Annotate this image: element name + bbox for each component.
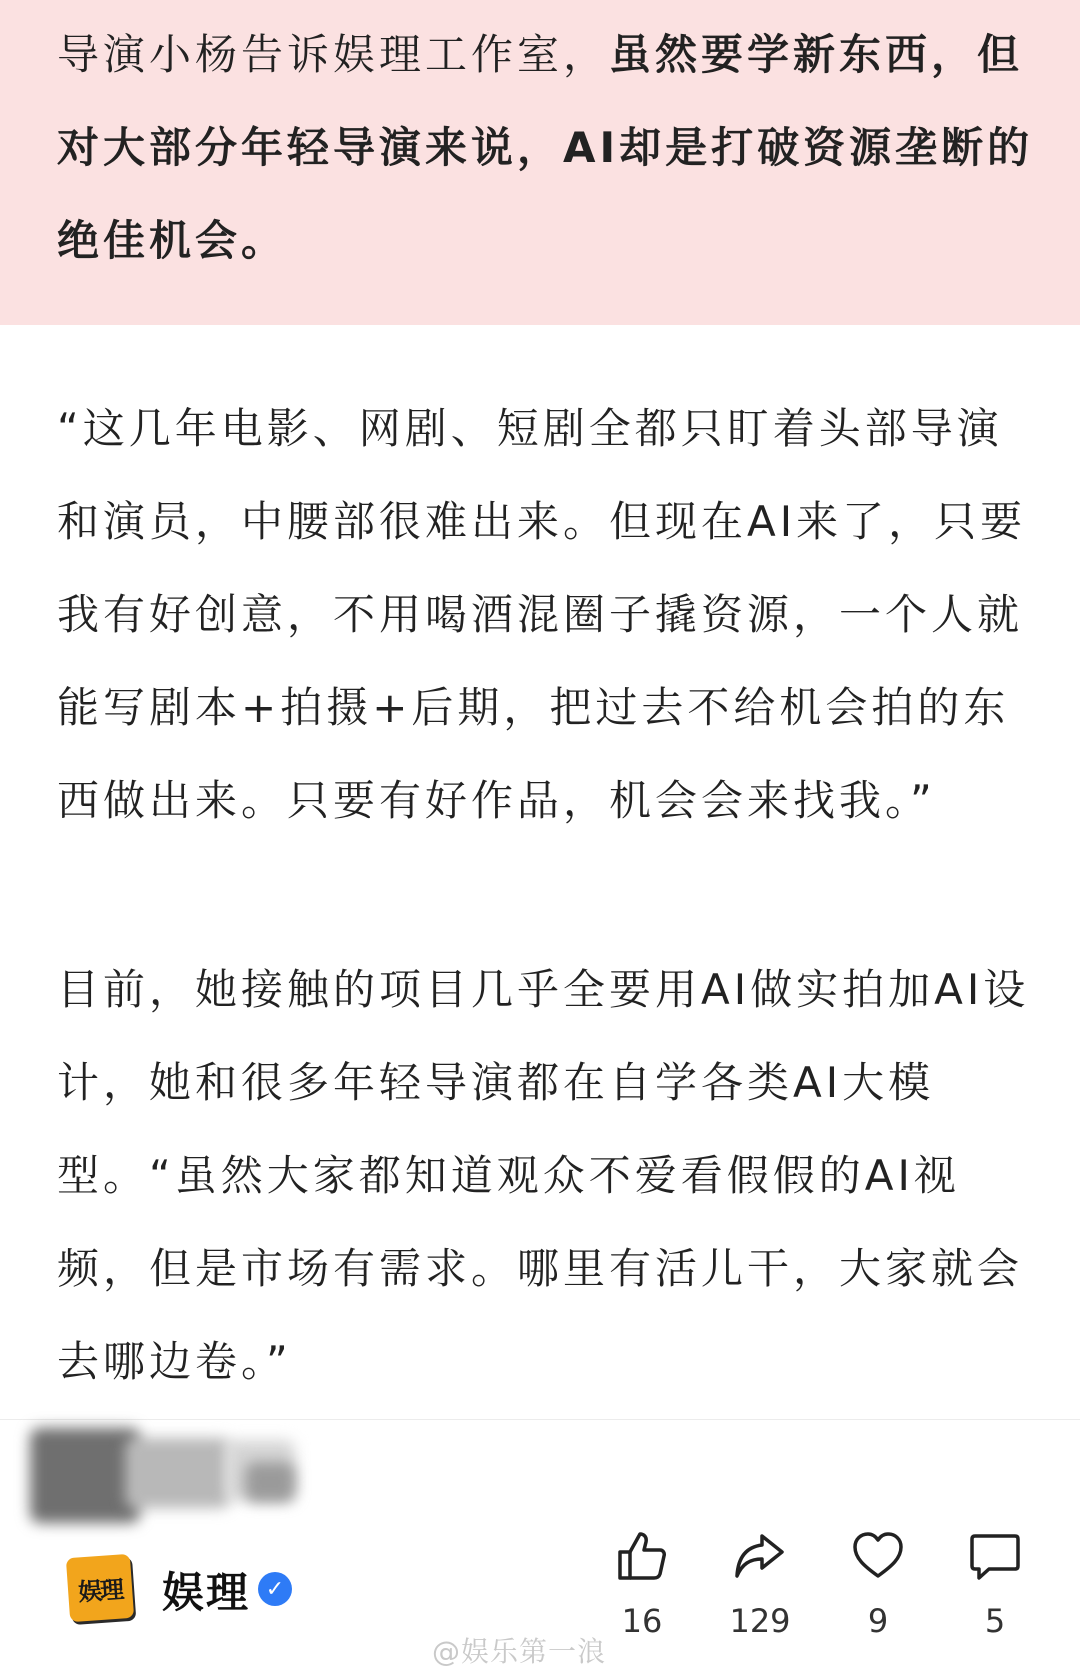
like-button[interactable] xyxy=(597,1528,687,1658)
divider xyxy=(0,1419,1080,1420)
favorite-count: 9 xyxy=(867,1602,889,1640)
comment-count: 5 xyxy=(984,1602,1006,1640)
share-button[interactable] xyxy=(715,1528,805,1658)
verified-badge-icon: ✓ xyxy=(258,1572,292,1606)
share-arrow-icon xyxy=(732,1528,788,1584)
article-paragraph-2: “这几年电影、网剧、短剧全都只盯着头部导演和演员，中腰部很难出来。但现在AI来了，只要我有好创意，不用喝酒混圈子撬资源，一个人就能写剧本+拍摄+后期，把过去不给机会拍的东西做出来。只要有好作品，机会会来找我。” xyxy=(57,404,1027,825)
heart-icon xyxy=(850,1528,906,1584)
avatar-logo-text: 娱理 xyxy=(77,1574,124,1606)
watermark: @娱乐第一浪 xyxy=(432,1635,607,1668)
blur-patch xyxy=(30,1428,140,1523)
account-name[interactable]: 娱理 xyxy=(162,1568,251,1617)
avatar[interactable] xyxy=(66,1554,134,1622)
share-count: 129 xyxy=(729,1602,791,1640)
comment-button[interactable] xyxy=(950,1528,1040,1658)
thumbs-up-icon xyxy=(614,1528,670,1584)
comment-bubble-icon xyxy=(967,1528,1023,1584)
favorite-button[interactable] xyxy=(833,1528,923,1658)
paragraph-1-bold-text: 虽然要学新东西，但对大部分年轻导演来说，AI却是打破资源垄断的绝佳机会。 xyxy=(57,30,1034,265)
blur-patch xyxy=(125,1438,230,1508)
article-paragraph-1 xyxy=(57,8,1047,287)
article-paragraph-3: 目前，她接触的项目几乎全要用AI做实拍加AI设计，她和很多年轻导演都在自学各类AI大模型。“虽然大家都知道观众不爱看假假的AI视频，但是市场有需求。哪里有活儿干，大家就会去哪边卷。” xyxy=(57,965,1030,1386)
like-count: 16 xyxy=(621,1602,663,1640)
paragraph-1-normal-text: 导演小杨告诉娱理工作室， xyxy=(57,30,610,79)
blur-patch xyxy=(245,1462,295,1502)
